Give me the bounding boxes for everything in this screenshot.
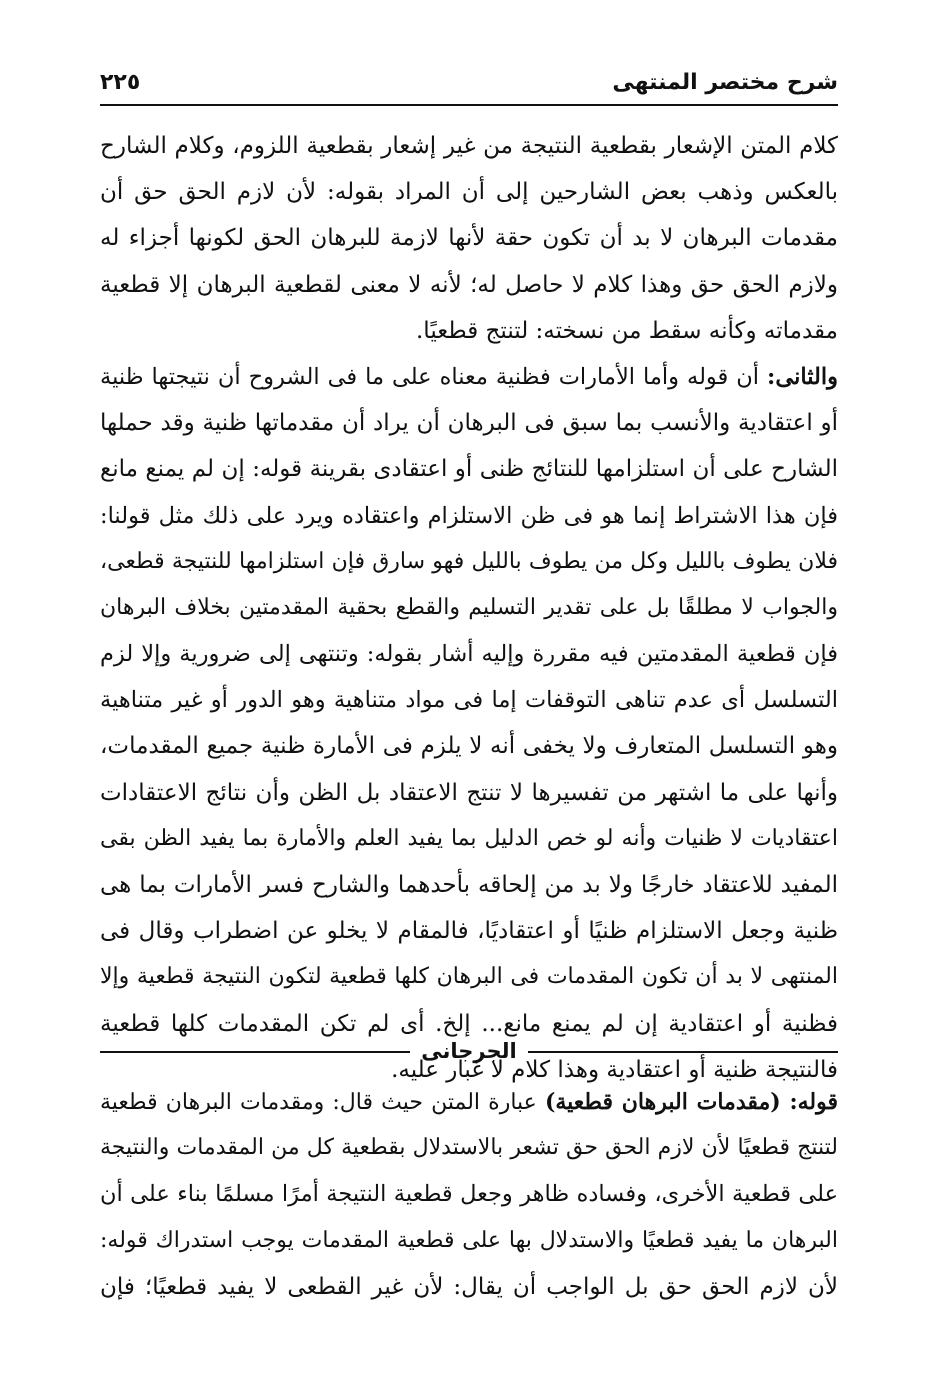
text-line: كلام المتن الإشعار بقطعية النتيجة من غير إشعار بقطعية اللزوم، وكلام الشارح: [100, 133, 838, 159]
text-line: البرهان ما يفيد قطعيًا والاستدلال بها على قطعية المقدمات يوجب استدراك قوله:: [100, 1227, 838, 1253]
text-line: المنتهى لا بد أن تكون المقدمات فى البرهان كلها قطعية لتكون النتيجة قطعية وإلا: [100, 964, 838, 990]
text-line: مقدمات البرهان لا بد أن تكون حقة لأنها لازمة للبرهان الحق لكونها أجزاء له: [100, 225, 838, 252]
text-line: فظنية أو اعتقادية إن لم يمنع مانع... إلخ. أى لم تكن المقدمات كلها قطعية: [100, 1010, 838, 1037]
main-text-block: [100, 123, 838, 1093]
section-divider: [100, 1036, 838, 1066]
text-line: الشارح على أن استلزامها للنتائج ظنى أو اعتقادى بقرينة قوله: إن لم يمنع مانع: [100, 456, 838, 483]
text-line: فإن هذا الاشتراط إنما هو فى ظن الاستلزام واعتقاده ويرد على ذلك مثل قولنا:: [100, 502, 838, 529]
text-line: لأن لازم الحق حق بل الواجب أن يقال: لأن غير القطعى لا يفيد قطعيًا؛ فإن: [100, 1273, 838, 1300]
commentary-first-line: [100, 1079, 838, 1125]
text-line: فإن قطعية المقدمتين فيه مقررة وإليه أشار بقوله: وتنتهى إلى ضرورية وإلا لزم: [100, 641, 838, 668]
text-line: ظنية وجعل الاستلزام ظنيًا أو اعتقاديًا، فالمقام لا يخلو عن اضطراب وقال فى: [100, 918, 838, 945]
paragraph-second-first-line: [100, 354, 838, 400]
divider-rule-left: [100, 1051, 410, 1053]
text-line: أو اعتقادية والأنسب بما سبق فى البرهان أن يراد أن مقدماتها ظنية وقد حملها: [100, 410, 838, 437]
commentary-block: [100, 1079, 838, 1310]
text-line: وأنها على ما اشتهر من تفسيرها لا تنتج الاعتقاد بل الظن وأن نتائج الاعتقادات: [100, 779, 838, 806]
text-segment: أن قوله وأما الأمارات فظنية معناه على ما فى الشروح أن نتيجتها ظنية: [100, 363, 768, 390]
page-header: [100, 68, 838, 102]
running-title: شرح مختصر المنتهى: [612, 70, 838, 95]
text-line: على قطعية الأخرى، وفساده ظاهر وجعل قطعية النتيجة أمرًا مسلمًا بناء على أن: [100, 1181, 838, 1208]
text-segment: عبارة المتن حيث قال: ومقدمات البرهان قطعية: [100, 1090, 545, 1115]
text-line: لتنتج قطعيًا لأن لازم الحق حق تشعر بالاستدلال بقطعية كل من المقدمات والنتيجة: [100, 1135, 838, 1161]
text-line: وهو التسلسل المتعارف ولا يخفى أنه لا يلزم فى الأمارة ظنية جميع المقدمات،: [100, 733, 838, 760]
divider-rule-right: [528, 1051, 838, 1053]
header-rule: [100, 104, 838, 106]
paragraph-lead-second: والثانى:: [767, 363, 838, 390]
text-line: اعتقاديات لا ظنيات وأنه لو خص الدليل بما يفيد العلم والأمارة بما يفيد الظن بقى: [100, 825, 838, 851]
text-line: ولازم الحق حق وهذا كلام لا حاصل له؛ لأنه لا معنى لقطعية البرهان إلا قطعية: [100, 271, 838, 298]
commentary-lead: قوله: (مقدمات البرهان قطعية): [544, 1089, 838, 1115]
text-line: فالنتيجة ظنية أو اعتقادية وهذا كلام لا غبار عليه.: [391, 1056, 838, 1083]
text-line: والجواب لا مطلقًا بل على تقدير التسليم والقطع بحقية المقدمتين بخلاف البرهان: [100, 594, 838, 620]
text-line: فلان يطوف بالليل وكل من يطوف بالليل فهو سارق فإن استلزامها للنتيجة قطعى،: [100, 548, 838, 574]
text-line: بالعكس وذهب بعض الشارحين إلى أن المراد بقوله: لأن لازم الحق حق أن: [100, 179, 838, 206]
text-line: مقدماته وكأنه سقط من نسخته: لتنتج قطعيًا.: [416, 317, 838, 344]
page-number: ٢٢٥: [100, 70, 141, 95]
text-line: المفيد للاعتقاد خارجًا ولا بد من إلحاقه بأحدهما والشارح فسر الأمارات بما هى: [100, 872, 838, 898]
text-line: التسلسل أى عدم تناهى التوقفات إما فى مواد متناهية وهو الدور أو غير متناهية: [100, 687, 838, 714]
divider-label: الجرجانى: [421, 1039, 517, 1063]
